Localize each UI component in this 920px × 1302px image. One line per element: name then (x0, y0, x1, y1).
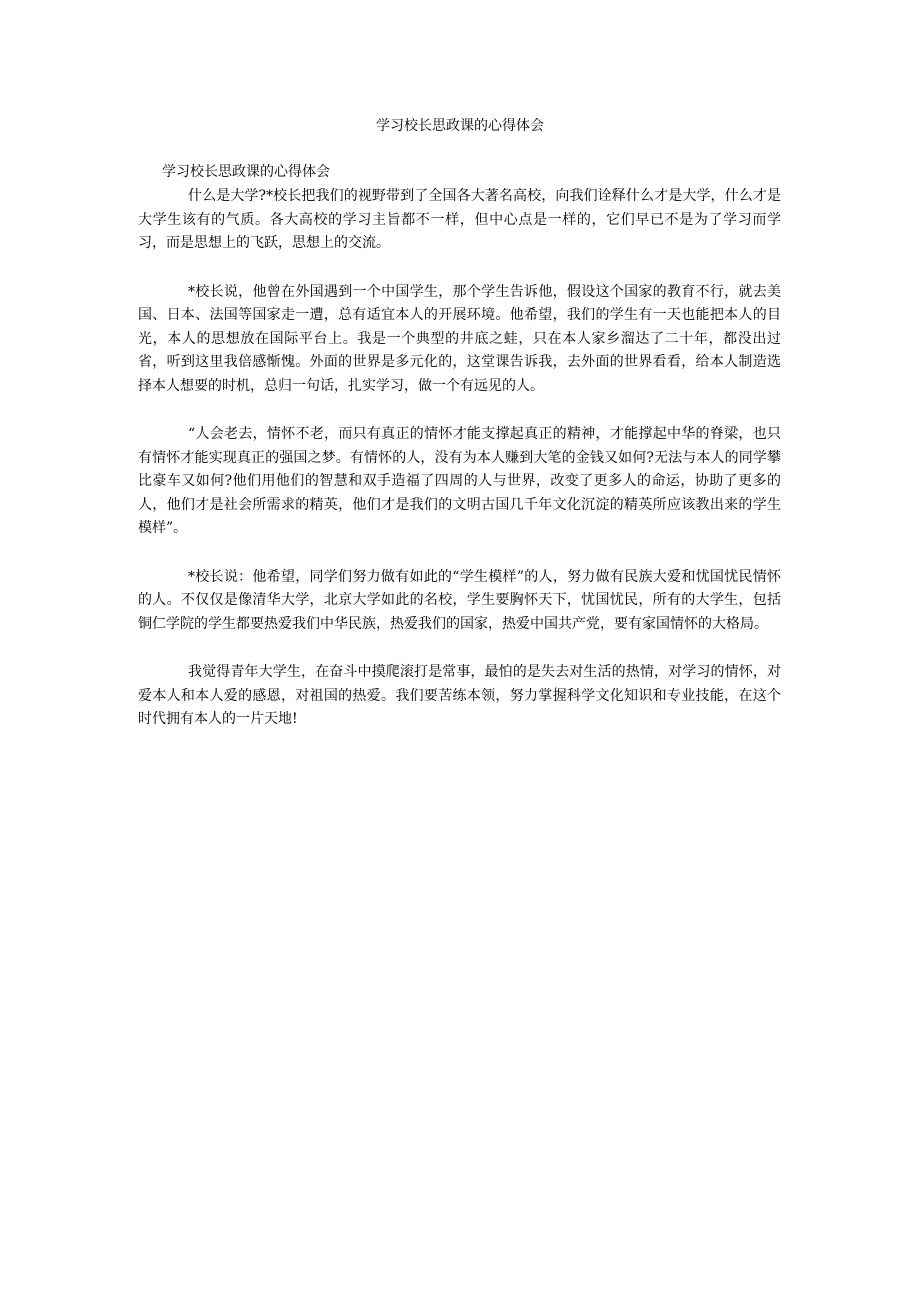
document-body (138, 185, 781, 757)
document-subtitle: 学习校长思政课的心得体会 (162, 164, 330, 180)
paragraph-5: 我觉得青年大学生，在奋斗中摸爬滚打是常事，最怕的是失去对生活的热情，对学习的情怀，对爱本人和本人爱的感恩，对祖国的热爱。我们要苦练本领，努力掌握科学文化知识和专业技能，在这个时代拥有本人的一片天地! (138, 664, 781, 727)
paragraph-1: 什么是大学?*校长把我们的视野带到了全国各大著名高校，向我们诠释什么才是大学，什么才是大学生该有的气质。各大高校的学习主旨都不一样，但中心点是一样的，它们早已不是为了学习而学习，而是思想上的飞跃，思想上的交流。 (138, 188, 781, 251)
paragraph-2: *校长说，他曾在外国遇到一个中国学生，那个学生告诉他，假设这个国家的教育不行，就去美国、日本、法国等国家走一遭，总有适宜本人的开展环境。他希望，我们的学生有一天也能把本人的目光，本人的思想放在国际平台上。我是一个典型的井底之蛙，只在本人家乡溜达了二十年，都没出过省，听到这里我倍感惭愧。外面的世界是多元化的，这堂课告诉我，去外面的世界看看，给本人制造选择本人想要的时机，总归一句话，扎实学习，做一个有远见的人。 (138, 283, 781, 394)
paragraph-4: *校长说：他希望，同学们努力做有如此的“学生模样”的人，努力做有民族大爱和忧国忧民情怀的人。不仅仅是像清华大学，北京大学如此的名校，学生要胸怀天下，忧国忧民，所有的大学生，包括铜仁学院的学生都要热爱我们中华民族，热爱我们的国家，热爱中国共产党，要有家国情怀的大格局。 (138, 568, 781, 632)
paragraph-3: “人会老去，情怀不老，而只有真正的情怀才能支撑起真正的精神，才能撑起中华的脊梁，也只有情怀才能实现真正的强国之梦。有情怀的人，没有为本人赚到大笔的金钱又如何?无法与本人的同学攀比豪车又如何?他们用他们的智慧和双手造福了四周的人与世界，改变了更多人的命运，协助了更多的人，他们才是社会所需求的精英，他们才是我们的文明古国几千年文化沉淀的精英所应该教出来的学生模样”。 (138, 426, 781, 536)
document-title: 学习校长思政课的心得体会 (376, 118, 544, 134)
